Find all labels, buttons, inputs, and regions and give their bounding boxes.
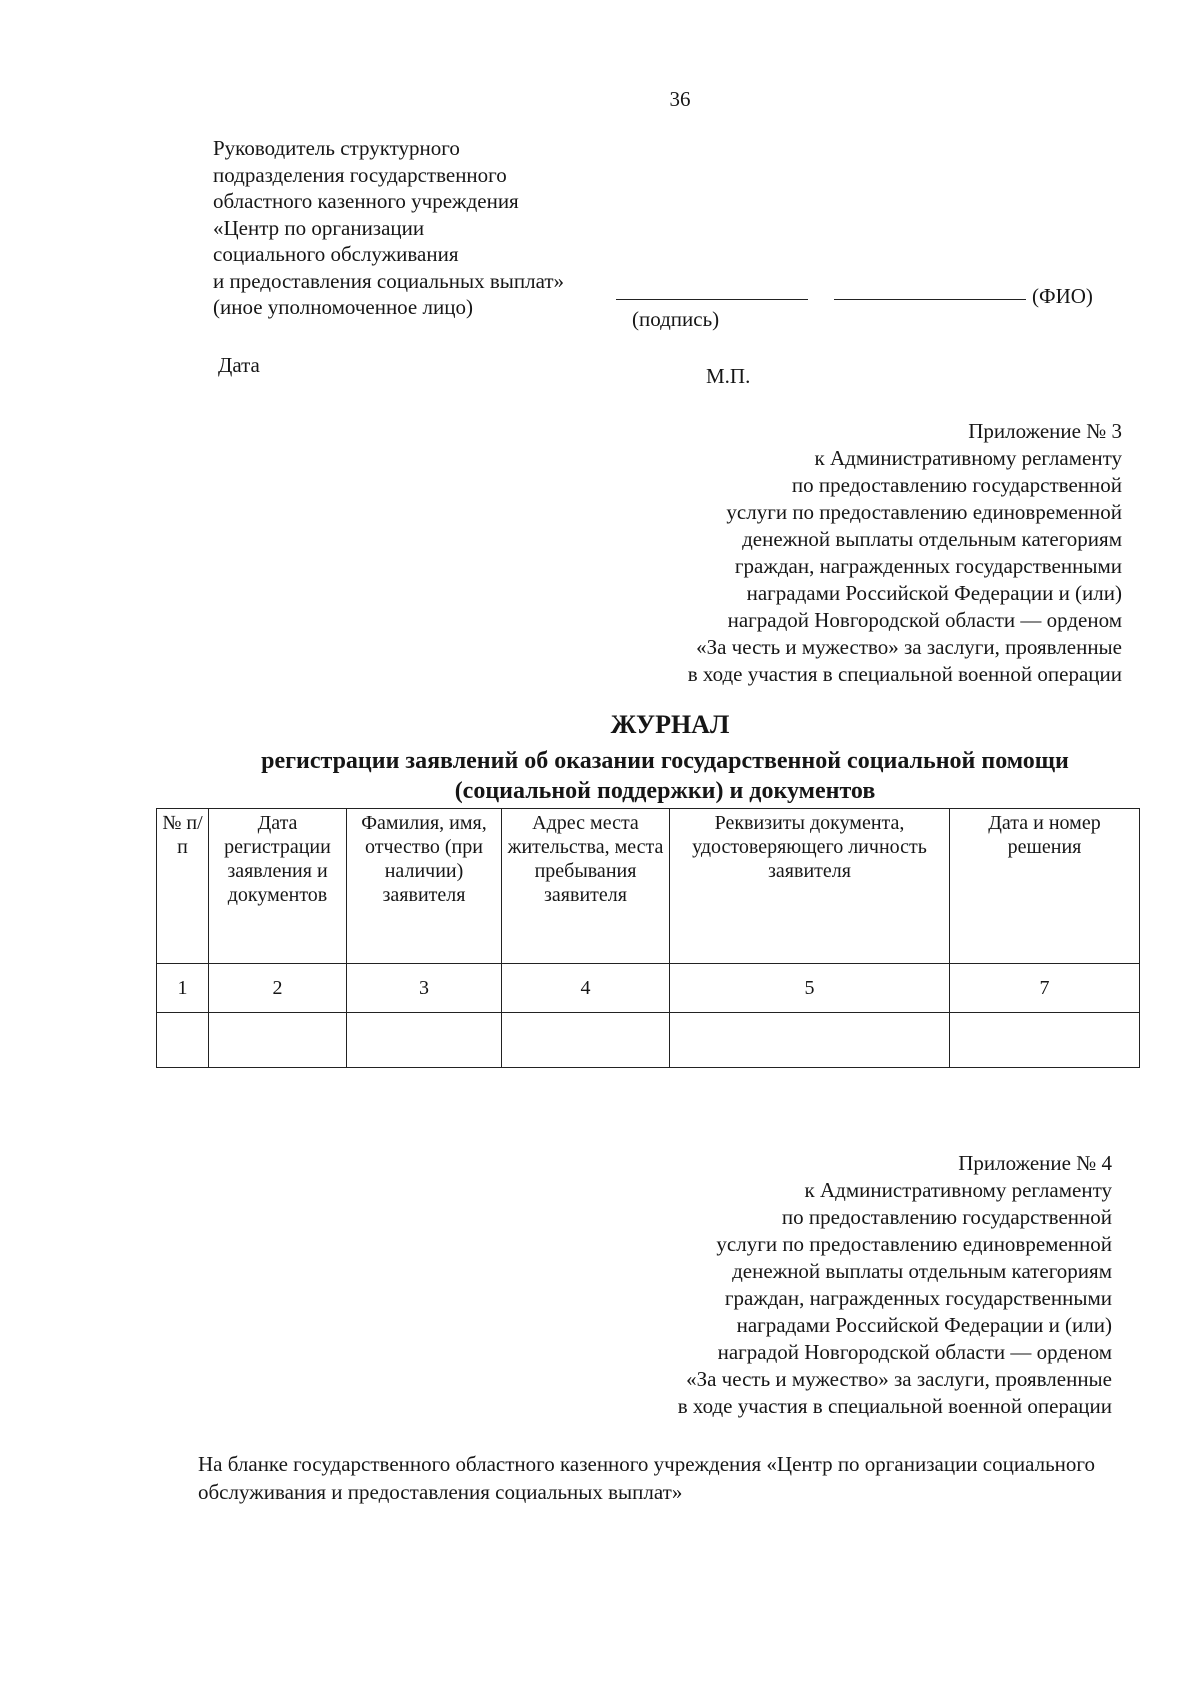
column-number: 4 [502, 964, 670, 1013]
appendix-4-line: наградами Российской Федерации и (или) [736, 1313, 1112, 1337]
table-row [157, 1013, 1140, 1068]
table-header-row [157, 809, 1140, 964]
appendix-4-heading [472, 1150, 1112, 1420]
column-header-applicant-name: Фамилия, имя, отчество (при наличии) заявителя [347, 809, 502, 964]
journal-title: ЖУРНАЛ [610, 710, 730, 739]
table-cell [209, 1013, 347, 1068]
seal-label: М.П. [706, 364, 751, 388]
signature-caption: (подпись) [632, 307, 720, 331]
column-header-decision: Дата и номер решения [950, 809, 1140, 964]
appendix-4-line: Приложение № 4 [958, 1151, 1112, 1175]
column-header-registration-date: Дата регистрации заявления и документов [209, 809, 347, 964]
page-number: 36 [669, 87, 691, 111]
signature-blank [616, 299, 808, 300]
table-cell [950, 1013, 1140, 1068]
signature-line-2: подразделения государственного [213, 162, 507, 187]
column-header-address: Адрес места жительства, места пребывания заявителя [502, 809, 670, 964]
appendix-3-line: наградами Российской Федерации и (или) [746, 581, 1122, 605]
appendix-4-line: по предоставлению государственной [781, 1205, 1112, 1229]
column-number: 7 [950, 964, 1140, 1013]
appendix-3-line: «За честь и мужество» за заслуги, проявленные [696, 635, 1122, 659]
signature-line-4: «Центр по организации [213, 215, 425, 240]
appendix-3-line: денежной выплаты отдельным категориям [742, 527, 1122, 551]
appendix-4-line: «За честь и мужество» за заслуги, проявленные [686, 1367, 1112, 1391]
appendix-4-line: услуги по предоставлению единовременной [716, 1232, 1112, 1256]
signature-line-6: и предоставления социальных выплат» [213, 268, 565, 293]
signature-line-1: Руководитель структурного [213, 136, 460, 160]
appendix-4-line: наградой Новгородской области — орденом [717, 1340, 1112, 1364]
column-number: 5 [670, 964, 950, 1013]
appendix-3-line: к Административному регламенту [814, 446, 1122, 470]
appendix-3-line: Приложение № 3 [968, 419, 1122, 443]
column-header-number: № п/п [157, 809, 209, 964]
appendix-3-line: граждан, награжденных государственными [734, 554, 1122, 578]
column-number: 1 [157, 964, 209, 1013]
appendix-4-line: в ходе участия в специальной военной операции [677, 1394, 1112, 1418]
table-cell [670, 1013, 950, 1068]
signature-line-5: социального обслуживания [213, 242, 459, 266]
appendix-3-line: по предоставлению государственной [791, 473, 1122, 497]
journal-subtitle: регистрации заявлений об оказании государственной социальной помощи (социальной поддержки) и документов [261, 748, 1069, 804]
column-number: 3 [347, 964, 502, 1013]
registration-journal-table [156, 808, 1140, 1068]
table-cell [502, 1013, 670, 1068]
column-number: 2 [209, 964, 347, 1013]
appendix-3-line: услуги по предоставлению единовременной [726, 500, 1122, 524]
signature-line-7: (иное уполномоченное лицо) [213, 295, 473, 319]
appendix-3-line: в ходе участия в специальной военной операции [687, 662, 1122, 686]
column-number-row [157, 964, 1140, 1013]
column-header-id-document: Реквизиты документа, удостоверяющего личность заявителя [670, 809, 950, 964]
signature-block [213, 135, 673, 321]
table-cell [347, 1013, 502, 1068]
appendix-3-line: наградой Новгородской области — орденом [727, 608, 1122, 632]
name-blank [834, 299, 1026, 300]
appendix-3-heading [482, 418, 1122, 688]
table-cell [157, 1013, 209, 1068]
name-caption: (ФИО) [1032, 284, 1093, 308]
letterhead-note: На бланке государственного областного казенного учреждения «Центр по организации социального обслуживания и предоставления социальных выплат» [198, 1452, 1095, 1504]
appendix-4-line: к Административному регламенту [804, 1178, 1112, 1202]
appendix-4-line: денежной выплаты отдельным категориям [732, 1259, 1112, 1283]
signature-line-3: областного казенного учреждения [213, 189, 519, 213]
date-label: Дата [218, 353, 260, 377]
appendix-4-line: граждан, награжденных государственными [724, 1286, 1112, 1310]
